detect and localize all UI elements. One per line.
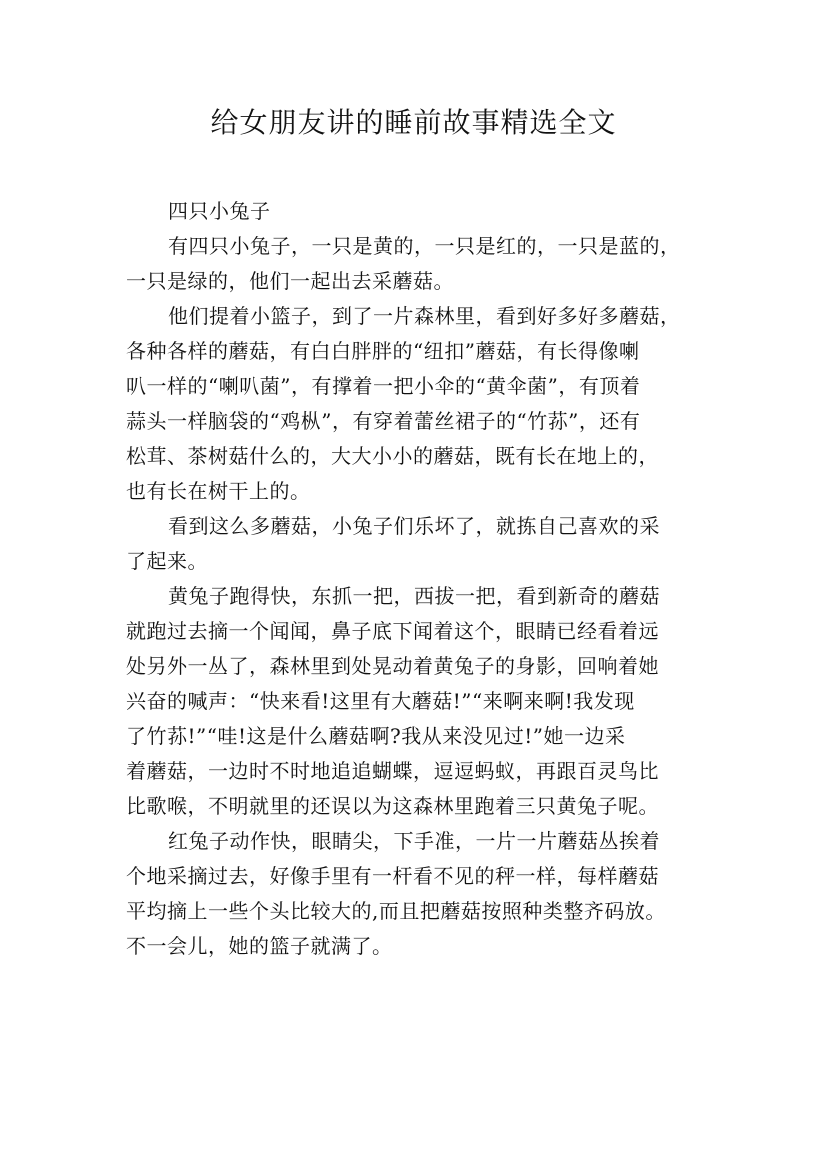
paragraph-line: 处另外一丛了，森林里到处晃动着黄兔子的身影，回响着她 (126, 654, 659, 678)
paragraph-line: 平均摘上一些个头比较大的,而且把蘑菇按照种类整齐码放。 (126, 899, 666, 923)
paragraph-line: 着蘑菇，一边时不时地追追蝴蝶，逗逗蚂蚁，再跟百灵鸟比 (126, 759, 659, 783)
paragraph-line: 叭一样的“喇叭菌”，有撑着一把小伞的“黄伞菌”，有顶着 (126, 374, 641, 398)
paragraph-line: 也有长在树干上的。 (126, 479, 311, 503)
story-paragraph (126, 824, 712, 964)
document-title: 给女朋友讲的睡前故事精选全文 (210, 106, 617, 139)
paragraph-line: 看到这么多蘑菇，小兔子们乐坏了，就拣自己喜欢的采 (168, 514, 660, 538)
paragraph-line: 了竹荪!”“哇!这是什么蘑菇啊?我从来没见过!”她一边采 (126, 724, 626, 748)
story-heading (126, 194, 712, 229)
paragraph-line: 一只是绿的，他们一起出去采蘑菇。 (126, 269, 454, 293)
paragraph-line: 比歌喉，不明就里的还误以为这森林里跑着三只黄兔子呢。 (126, 794, 659, 818)
paragraph-line: 松茸、茶树菇什么的，大大小小的蘑菇，既有长在地上的， (126, 444, 659, 468)
paragraph-line: 红兔子动作快，眼睛尖，下手准，一片一片蘑菇丛挨着 (168, 829, 660, 853)
paragraph-line: 黄兔子跑得快，东抓一把，西拔一把，看到新奇的蘑菇 (168, 584, 660, 608)
paragraph-line: 四只小兔子 (168, 199, 271, 223)
paragraph-line: 各种各样的蘑菇，有白白胖胖的“纽扣”蘑菇，有长得像喇 (126, 339, 640, 363)
document-body (126, 194, 712, 964)
story-paragraph (126, 579, 712, 824)
paragraph-line: 就跑过去摘一个闻闻，鼻子底下闻着这个，眼睛已经看着远 (126, 619, 659, 643)
story-paragraph (126, 299, 712, 509)
paragraph-line: 了起来。 (126, 549, 208, 573)
story-paragraph (126, 229, 712, 299)
paragraph-line: 有四只小兔子，一只是黄的，一只是红的，一只是蓝的， (168, 234, 681, 258)
paragraph-line: 个地采摘过去，好像手里有一杆看不见的秤一样，每样蘑菇 (126, 864, 659, 888)
paragraph-line: 不一会儿，她的篮子就满了。 (126, 934, 393, 958)
paragraph-line: 蒜头一样脑袋的“鸡枞”，有穿着蕾丝裙子的“竹荪”，还有 (126, 409, 641, 433)
paragraph-line: 他们提着小篮子，到了一片森林里，看到好多好多蘑菇， (168, 304, 681, 328)
paragraph-line: 兴奋的喊声：“快来看!这里有大蘑菇!”“来啊来啊!我发现 (126, 689, 635, 713)
story-paragraph (126, 509, 712, 579)
